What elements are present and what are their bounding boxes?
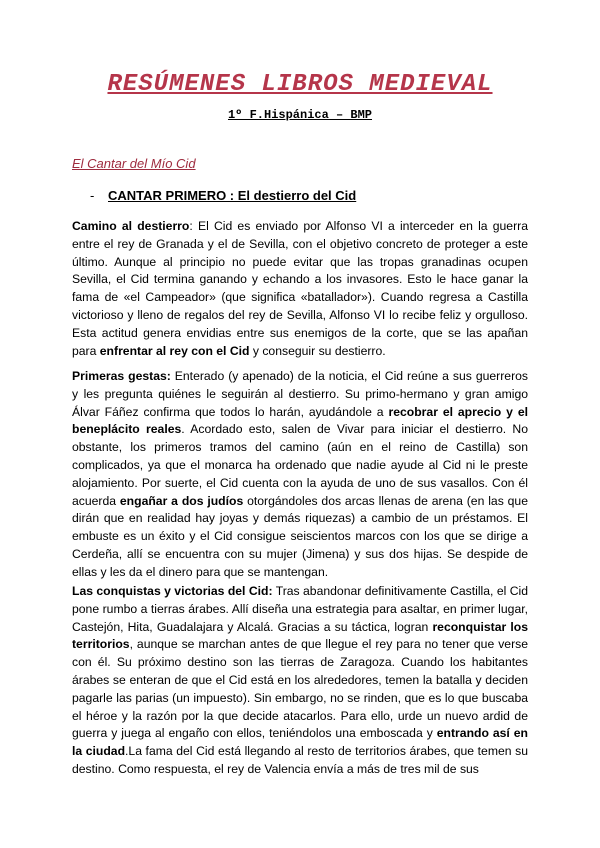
bullet-dash: - [90, 188, 95, 203]
run: Tras abandonar definitivamente Castilla, el Cid pone rumbo a tierras árabes. Allí diseña una estrategia para asaltar, en primer lugar, Castejón, Hita, Guadalajara y Alcalá. Gracias a su táctica, logran [72, 584, 528, 634]
run: , aunque se marchan antes de que llegue el rey para no tener que verse con él. Su próximo destino son las tierras de Zaragoza. Cuando los habitantes árabes se enteran de que el Cid está en los alrededores, temen la batalla y deciden pagarle las parias (un impuesto). Sin embargo, no se rinden, que es lo que buscaba el héroe y la razón por la que decide atacarlos. Para ello, urde un nuevo ardid de guerra y juega al engaño con ellos, teniéndolos una emboscada y [72, 637, 528, 741]
run: engañar a dos judíos [119, 493, 244, 508]
run: . Acordado esto, salen de Vivar para iniciar el destierro. No obstante, los primeros tramos del camino (aún en el reino de Castilla) son complicados, ya que el monarca ha ordenado que nadie ayude al Cid ni le preste alojamiento. Por suerte, el Cid cuenta con la ayuda de uno de sus vasallos. Con él acuerda [72, 422, 528, 508]
run: Enterado (y apenado) de la noticia, el Cid reúne a sus guerreros y les pregunta quiénes le seguirán al destierro. Su primo-hermano y gran amigo Álvar Fáñez confirma que todos lo harán, ayudándole a [72, 369, 528, 419]
run: Las conquistas y victorias del Cid: [72, 584, 273, 598]
run: .La fama del Cid está llegando al resto de territorios árabes, que temen su destino. Como respuesta, el rey de Valencia envía a más de tres mil de sus [72, 744, 528, 776]
bullet-item-cantar-primero [90, 188, 356, 203]
run: otorgándoles dos arcas llenas de arena (en las que dirán que en realidad hay joyas y demás riquezas) a cambio de un préstamos. El embuste es un éxito y el Cid consigue seiscientos marcos con los que se dirige a Cerdeña, allí se encuentra con su mujer (Jimena) y sus dos hijas. Se despide de ellas y les da el dinero para que se mantengan. [72, 493, 528, 579]
document-subtitle: 1º F.Hispánica – BMP [227, 108, 373, 122]
run: Camino al destierro [72, 219, 190, 233]
paragraph-conquistas-victorias [72, 583, 528, 779]
run: reconquistar los territorios [72, 619, 529, 652]
document-title: RESÚMENES LIBROS MEDIEVAL [107, 71, 493, 98]
paragraph-primeras-gestas [72, 368, 528, 582]
run: enfrentar al rey con el Cid [99, 343, 250, 358]
section-link-cantar-mio-cid[interactable]: El Cantar del Mío Cid [72, 156, 196, 171]
run: y conseguir su destierro. [249, 343, 386, 358]
paragraph-camino-al-destierro [72, 218, 528, 360]
bullet-heading: CANTAR PRIMERO : El destierro del Cid [108, 188, 357, 203]
run: entrando así en la ciudad [72, 726, 528, 759]
run: : El Cid es enviado por Alfonso VI a interceder en la guerra entre el rey de Granada y el de Sevilla, con el objetivo concreto de proteger a este último. Aunque al principio no puede evitar que las tropas granadinas ocupen Sevilla, el Cid termina ganando y echando a los invasores. Esto le hace ganar la fama de «el Campeador» (que significa «batallador»). Cuando regresa a Castilla victorioso y lleno de regalos del rey de Sevilla, Alfonso VI lo recibe feliz y orgulloso. Esta actitud genera envidias entre sus enemigos de la corte, que se las apañan para [72, 219, 528, 358]
run: Primeras gestas: [72, 369, 171, 383]
run: recobrar el aprecio y el beneplácito reales [72, 404, 528, 437]
